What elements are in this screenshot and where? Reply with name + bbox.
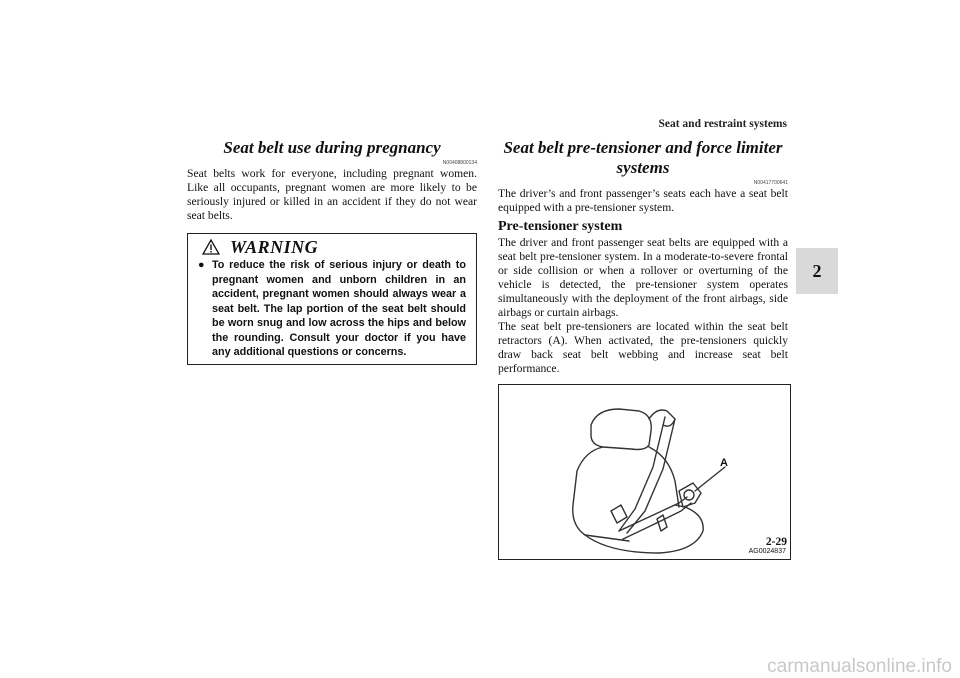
left-column bbox=[187, 138, 477, 365]
warning-header bbox=[198, 236, 466, 258]
seat-belt-figure bbox=[498, 384, 791, 560]
page-number: 2-29 bbox=[765, 536, 787, 548]
section-title-pretensioner: Seat belt pre-tensioner and force limiter systems bbox=[503, 138, 783, 177]
warning-item-text: To reduce the risk of serious injury or death to pregnant women and unborn children in an accident, pregnant women should always wear a seat belt. The lap portion of the seat belt should be worn snug and low across the hips and below the rounding. Consult your doctor if you have any additional questions or concerns. bbox=[212, 259, 466, 358]
pretensioner-intro-text: The driver’s and front passenger’s seats each have a seat belt equipped with a pre-tensioner system. bbox=[498, 187, 788, 214]
warning-box bbox=[187, 233, 477, 365]
subsection-title: Pre-tensioner system bbox=[498, 219, 623, 234]
figure-code: AG0024837 bbox=[748, 548, 786, 555]
section-code: N00408800134 bbox=[442, 160, 477, 166]
pregnancy-body-text: Seat belts work for everyone, including pregnant women. Like all occupants, pregnant women are more likely to be seriously injured or killed in an accident if they do not wear seat belts. bbox=[187, 167, 477, 222]
chapter-tab: 2 bbox=[796, 248, 838, 294]
section-code: N00417700641 bbox=[753, 180, 788, 186]
section-title-pregnancy: Seat belt use during pregnancy bbox=[223, 138, 441, 157]
figure-callout-a: A bbox=[720, 457, 728, 469]
warning-triangle-icon bbox=[202, 239, 220, 255]
right-column bbox=[498, 138, 788, 560]
subsection-paragraph-1: The driver and front passenger seat belts are equipped with a seat belt pre-tensioner system. In a moderate-to-severe frontal or side collision or when a rollover or overturning of the vehicle is detected, the pre-tensioner system operates simultaneously with the deployment of the front airbags, side airbags or curtain airbags. bbox=[498, 236, 788, 319]
warning-item bbox=[198, 258, 466, 360]
subsection-paragraph-2: The seat belt pre-tensioners are located within the seat belt retractors (A). When activated, the pre-tensioners quickly draw back seat belt webbing and increase seat belt performance. bbox=[498, 320, 788, 375]
seat-belt-illustration bbox=[499, 385, 790, 559]
running-header: Seat and restraint systems bbox=[658, 118, 787, 130]
bullet-icon: ● bbox=[198, 259, 205, 271]
watermark[interactable]: carmanualsonline.info bbox=[767, 656, 952, 677]
warning-title: WARNING bbox=[230, 236, 319, 257]
